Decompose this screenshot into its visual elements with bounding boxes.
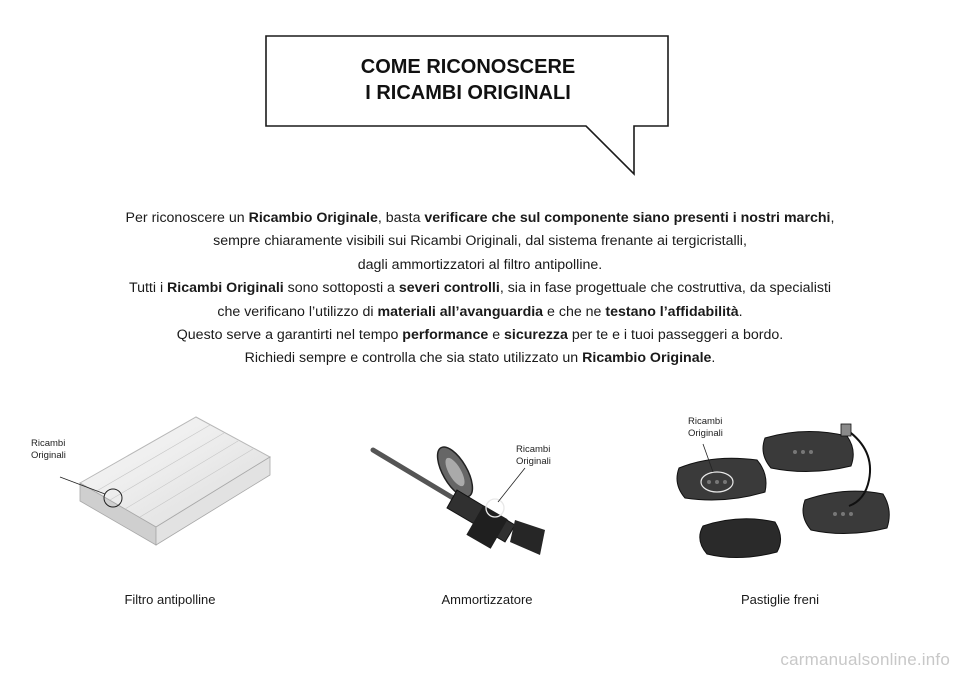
text-run-bold: Ricambio Originale (582, 350, 712, 367)
intro-text (20, 207, 940, 371)
callout-shock-absorber (516, 444, 551, 468)
callout-line-1: Ricambi (516, 444, 551, 455)
text-run-bold: performance (402, 327, 489, 344)
text-run: Per riconoscere un (125, 210, 249, 226)
text-run: Richiedi sempre e controlla che sia stato utilizzato un (244, 350, 583, 367)
callout-line-2: Originali (516, 456, 551, 467)
caption-filter: Filtro antipolline (124, 592, 216, 607)
text-run-bold: materiali all’avanguardia (377, 303, 544, 320)
text-line-6 (20, 324, 940, 347)
text-run-bold: Ricambi Originali (167, 280, 284, 297)
text-run: . (711, 350, 716, 367)
callout-line-1: Ricambi (688, 416, 723, 427)
text-run-bold: Ricambio Originale (248, 210, 378, 226)
title-line-1: COME RICONOSCERE (360, 56, 576, 78)
page-title (268, 54, 668, 106)
text-line-4 (20, 277, 940, 300)
text-run: . (738, 303, 743, 320)
caption-shock-absorber: Ammortizzatore (441, 592, 533, 607)
title-line-2: I RICAMBI ORIGINALI (365, 82, 571, 104)
text-run: Questo serve a garantirti nel tempo (176, 327, 403, 344)
text-run: sono sottoposti a (283, 280, 399, 297)
text-run: , basta (377, 210, 425, 226)
cabin-filter-illustration (20, 405, 290, 565)
text-line-2: sempre chiaramente visibili sui Ricambi Originali, dal sistema frenante ai tergicristalli, (213, 233, 747, 250)
text-line-1 (20, 207, 940, 230)
text-run-bold: verificare che sul componente siano presenti i nostri marchi (424, 210, 831, 226)
text-run: Tutti i (128, 280, 168, 297)
text-run-bold: sicurezza (504, 327, 568, 344)
text-run-bold: testano l’affidabilità (605, 303, 739, 320)
callout-line-1: Ricambi (31, 438, 66, 449)
caption-brake-pads: Pastiglie freni (740, 592, 820, 607)
text-line-3: dagli ammortizzatori al filtro antipolline. (357, 256, 603, 273)
callout-filter (31, 438, 66, 462)
callout-brake-pads (688, 416, 723, 440)
text-run: per te e i tuoi passeggeri a bordo. (567, 327, 784, 344)
text-run: , sia in fase progettuale che costruttiva, da specialisti (499, 280, 832, 297)
text-line-5 (20, 301, 940, 324)
callout-line-2: Originali (688, 428, 723, 439)
text-line-7 (20, 347, 940, 370)
watermark: carmanualsonline.info (780, 650, 950, 669)
text-run-bold: severi controlli (398, 280, 500, 297)
text-run: , (830, 210, 835, 226)
text-run: e che ne (543, 303, 606, 320)
text-run: e (488, 327, 505, 344)
callout-line-2: Originali (31, 450, 66, 461)
text-run: che verificano l’utilizzo di (217, 303, 378, 320)
